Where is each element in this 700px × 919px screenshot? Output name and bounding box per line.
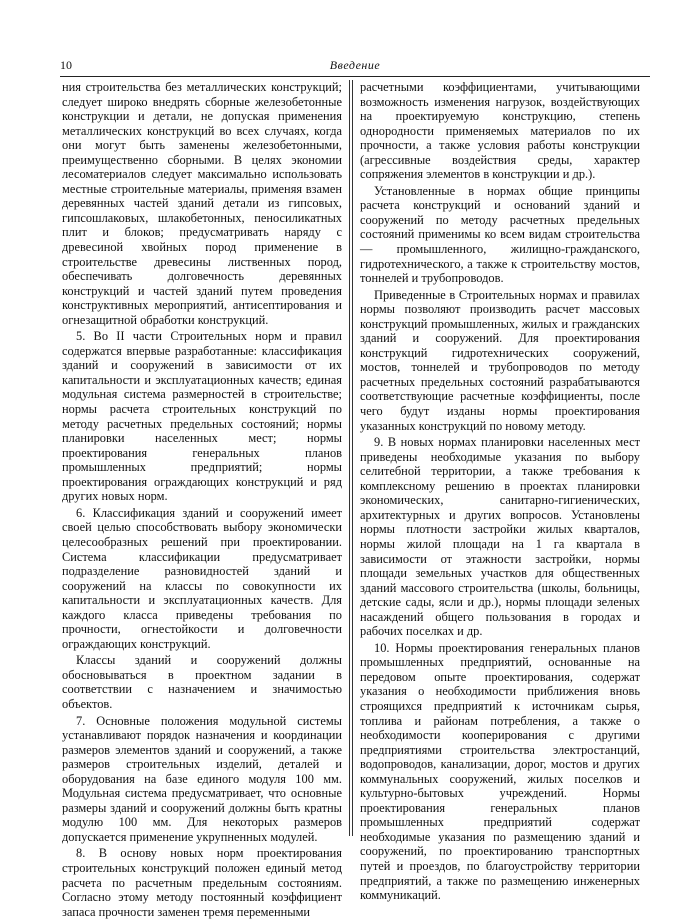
right-column [360,80,640,903]
paragraph: Классы зданий и сооружений должны обосновываться в проектном задании в соответствии с назначением и значимостью объектов. [62,653,342,711]
running-title: Введение [329,58,381,72]
paragraph: 8. В основу новых норм проектирования строительных конструкций положен единый метод расчета по расчетным предельным состояниям. Согласно этому методу постоянный коэффициент запаса прочности заменен тремя переменными [62,846,342,919]
paragraph: 6. Классификация зданий и сооружений имеет своей целью способствовать выбору экономически целесообразных решений при проектировании. Система классификации предусматривает подразделение разновидностей зданий и сооружений на классы по совокупности их капитальности и эксплуатационных качеств. Для каждого класса приведены требования по прочности, огнестойкости и долговечности ограждающих конструкций. [62,505,342,651]
paragraph: расчетными коэффициентами, учитывающими возможность изменения нагрузок, воздействующих на проектируемую конструкцию, степень однородности применяемых материалов по их прочности, а также условия работы конструкции (агрессивные воздействия среды, характер сопряжения элементов в конструкции и др.). [360,80,640,182]
left-column [62,80,342,919]
paragraph: 7. Основные положения модульной системы устанавливают порядок назначения и координации размеров элементов зданий и сооружений, а также размеров строительных изделий, деталей и оборудования на базе единого модуля 100 мм. Модульная система предусматривает, что основные размеры зданий и сооружений должны быть кратны модулю 100 мм. Для некоторых размеров допускается применение укрупненных модулей. [62,713,342,844]
page-header [60,58,650,74]
header-rule [60,76,650,77]
paragraph: 10. Нормы проектирования генеральных планов промышленных предприятий, основанные на передовом опыте проектирования, содержат указания о необходимости приближения вновь строящихся предприятий к источникам сырья, топлива и районам потребления, а также о необходимости кооперирования с другими предприятиями строительства электростанций, водопроводов, канализации, дорог, мостов и других коммунальных сооружений, жилых поселков и культурно-бытовых учреждений. Нормы проектирования генеральных планов промышленных предприятий содержат необходимые указания по размещению зданий и сооружений, по проектированию транспортных путей и проездов, по благоустройству территории предприятий, а также по размещению инженерных коммуникаций. [360,640,640,903]
paragraph: Приведенные в Строительных нормах и правилах нормы позволяют производить расчет массовых конструкций промышленных, жилых и гражданских зданий и сооружений. Для проектирования конструкций гидротехнических сооружений, мостов, тоннелей и трубопроводов по методу расчетных предельных состояний разрабатываются соответствующие расчетные коэффициенты, после чего будут изданы нормы проектирования указанных конструкций по новому методу. [360,287,640,433]
column-divider [349,80,350,836]
paragraph: Установленные в нормах общие принципы расчета конструкций и оснований зданий и сооружений по методу расчетных предельных состояний применимы ко всем видам строительства — промышленного, жилищно-гражданского, гидротехнического, а также к строительству мостов, тоннелей и трубопроводов. [360,183,640,286]
column-divider [352,80,353,836]
paragraph: 5. Во II части Строительных норм и правил содержатся впервые разработанные: классификация зданий и сооружений в зависимости от их капитальности и эксплуатационных качеств; единая модульная система размерностей в строительстве; нормы расчета строительных конструкций по методу расчетных предельных состояний; нормы планировки населенных мест; нормы проектирования генеральных планов промышленных предприятий; нормы проектирования ограждающих конструкций и ряд других новых норм. [62,329,342,504]
paragraph: 9. В новых нормах планировки населенных мест приведены необходимые указания по выбору селитебной территории, а также требования к комплексному решению в проектах планировки экономических, санитарно-гигиенических, архитектурных и других вопросов. Установлены нормы плотности застройки жилых кварталов, нормы жилой площади на 1 га квартала в зависимости от этажности застройки, нормы площади земельных участков для общественных зданий массового строительства (школы, больницы, детские сады, ясли и др.), нормы площади зеленых насаждений общего пользования в городах и рабочих поселках и др. [360,435,640,639]
paragraph: ния строительства без металлических конструкций; следует широко внедрять сборные железобетонные конструкции и детали, не допуская применения металлических конструкций во всех случаях, когда они могут быть заменены железобетонными, преимущественно сборными. В целях экономии лесоматериалов следует максимально использовать местные строительные материалы, применяя взамен деревянных частей зданий детали из гипсовых, гипсошлаковых, шлакобетонных, пеносиликатных плит и блоков; предусматривать наряду с древесиной хвойных пород применение в строительстве древесины лиственных пород, обеспечивать долговечность деревянных конструкций и частей зданий путем проведения конструктивных мероприятий, антисептирования и огнезащитной обработки конструкций. [62,80,342,327]
page-number: 10 [60,58,72,72]
